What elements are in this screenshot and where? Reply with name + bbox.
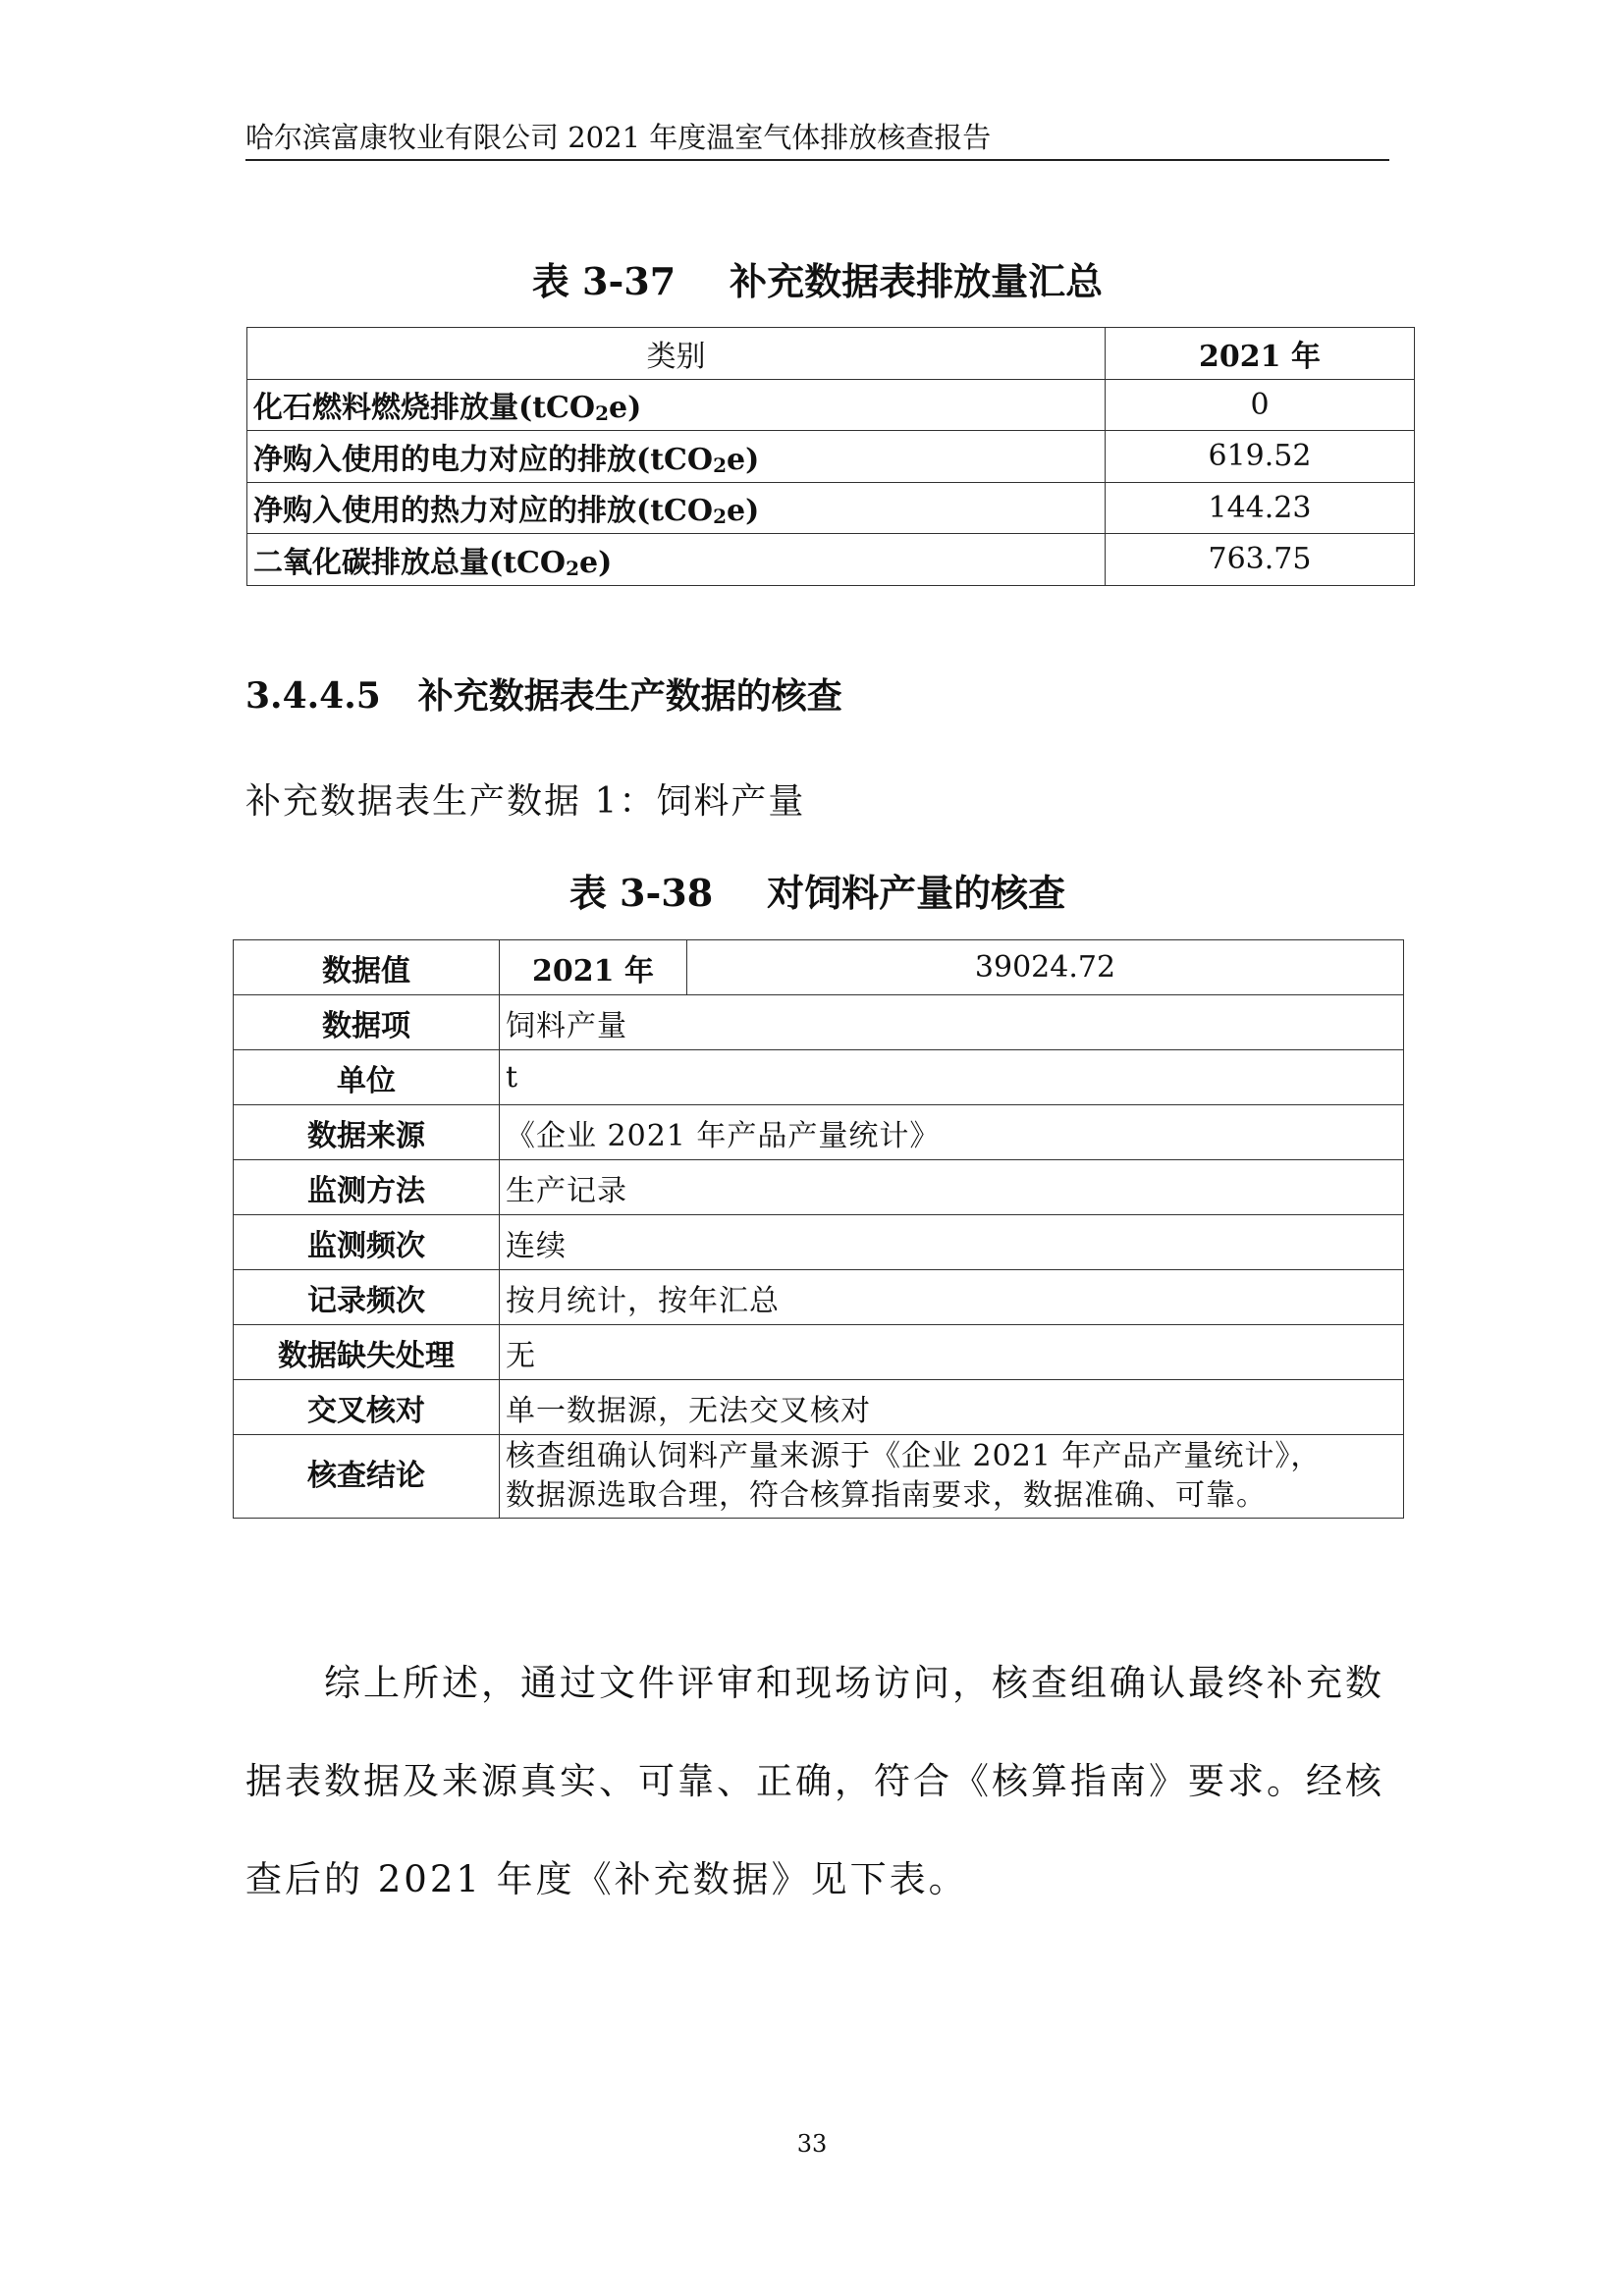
row-value: 0 [1106, 379, 1415, 431]
emission-summary-table [246, 327, 1415, 586]
row-label: 化石燃料燃烧排放量(tCO$_2$e) [247, 379, 1106, 431]
row-value: t [500, 1050, 1404, 1105]
table-row [234, 1105, 1404, 1160]
section-title: 补充数据表生产数据的核查 [417, 675, 842, 717]
value-cell: 39024.72 [687, 940, 1404, 995]
row-label: 单位 [234, 1050, 500, 1105]
row-label: 净购入使用的电力对应的排放(tCO$_2$e) [247, 431, 1106, 483]
row-label: 监测方法 [234, 1160, 500, 1215]
section-number: 3.4.4.5 [245, 675, 381, 717]
row-label: 二氧化碳排放总量(tCO$_2$e) [247, 534, 1106, 586]
table2-caption-number: 表 3-38 [568, 871, 714, 915]
table-row [234, 1160, 1404, 1215]
row-value: 763.75 [1106, 534, 1415, 586]
conclusion-text [500, 1435, 1404, 1519]
table-row [247, 431, 1415, 483]
table-row [234, 995, 1404, 1050]
table-row [234, 1325, 1404, 1380]
year-cell: 2021 年 [500, 940, 687, 995]
table2-caption-title: 对饲料产量的核查 [767, 871, 1066, 915]
value-label: 数据值 [234, 940, 500, 995]
row-label: 数据来源 [234, 1105, 500, 1160]
col-category-header: 类别 [247, 328, 1106, 380]
row-value: 单一数据源，无法交叉核对 [500, 1380, 1404, 1435]
row-label: 交叉核对 [234, 1380, 500, 1435]
table-row [247, 482, 1415, 534]
table-row [234, 1215, 1404, 1270]
feed-output-check-table [233, 939, 1404, 1519]
table-row [247, 379, 1415, 431]
row-value: 生产记录 [500, 1160, 1404, 1215]
conclusion-line: 核查组确认饲料产量来源于《企业 2021 年产品产量统计》， [506, 1439, 1322, 1473]
table1-caption-title: 补充数据表排放量汇总 [730, 259, 1104, 303]
page-number: 33 [796, 2130, 828, 2158]
summary-paragraph: 综上所述，通过文件评审和现场访问，核查组确认最终补充数据表数据及来源真实、可靠、正确，符合《核算指南》要求。经核查后的 2021 年度《补充数据》见下表。 [245, 1662, 1384, 1900]
row-label: 净购入使用的热力对应的排放(tCO$_2$e) [247, 482, 1106, 534]
section-heading [245, 671, 842, 721]
table-header-row [247, 328, 1415, 380]
conclusion-label: 核查结论 [234, 1435, 500, 1519]
subsection-heading: 补充数据表生产数据 1：饲料产量 [245, 781, 806, 822]
row-value: 按月统计，按年汇总 [500, 1270, 1404, 1325]
table-row [234, 1380, 1404, 1435]
table-row [234, 1050, 1404, 1105]
header-title: 哈尔滨富康牧业有限公司 2021 年度温室气体排放核查报告 [245, 121, 992, 154]
table1-caption [245, 257, 1389, 306]
row-value: 619.52 [1106, 431, 1415, 483]
row-label: 监测频次 [234, 1215, 500, 1270]
row-value: 《企业 2021 年产品产量统计》 [500, 1105, 1404, 1160]
row-label: 数据项 [234, 995, 500, 1050]
row-value: 无 [500, 1325, 1404, 1380]
table-row [247, 534, 1415, 586]
row-value: 饲料产量 [500, 995, 1404, 1050]
table1-caption-number: 表 3-37 [531, 259, 677, 303]
table-row [234, 1435, 1404, 1519]
row-label: 数据缺失处理 [234, 1325, 500, 1380]
conclusion-line: 数据源选取合理，符合核算指南要求，数据准确、可靠。 [506, 1478, 1267, 1513]
row-label: 记录频次 [234, 1270, 500, 1325]
row-value: 连续 [500, 1215, 1404, 1270]
table-row [234, 940, 1404, 995]
table2-caption [245, 869, 1389, 918]
table-row [234, 1270, 1404, 1325]
row-value: 144.23 [1106, 482, 1415, 534]
col-year-header: 2021 年 [1106, 328, 1415, 380]
page-header [245, 116, 1389, 161]
